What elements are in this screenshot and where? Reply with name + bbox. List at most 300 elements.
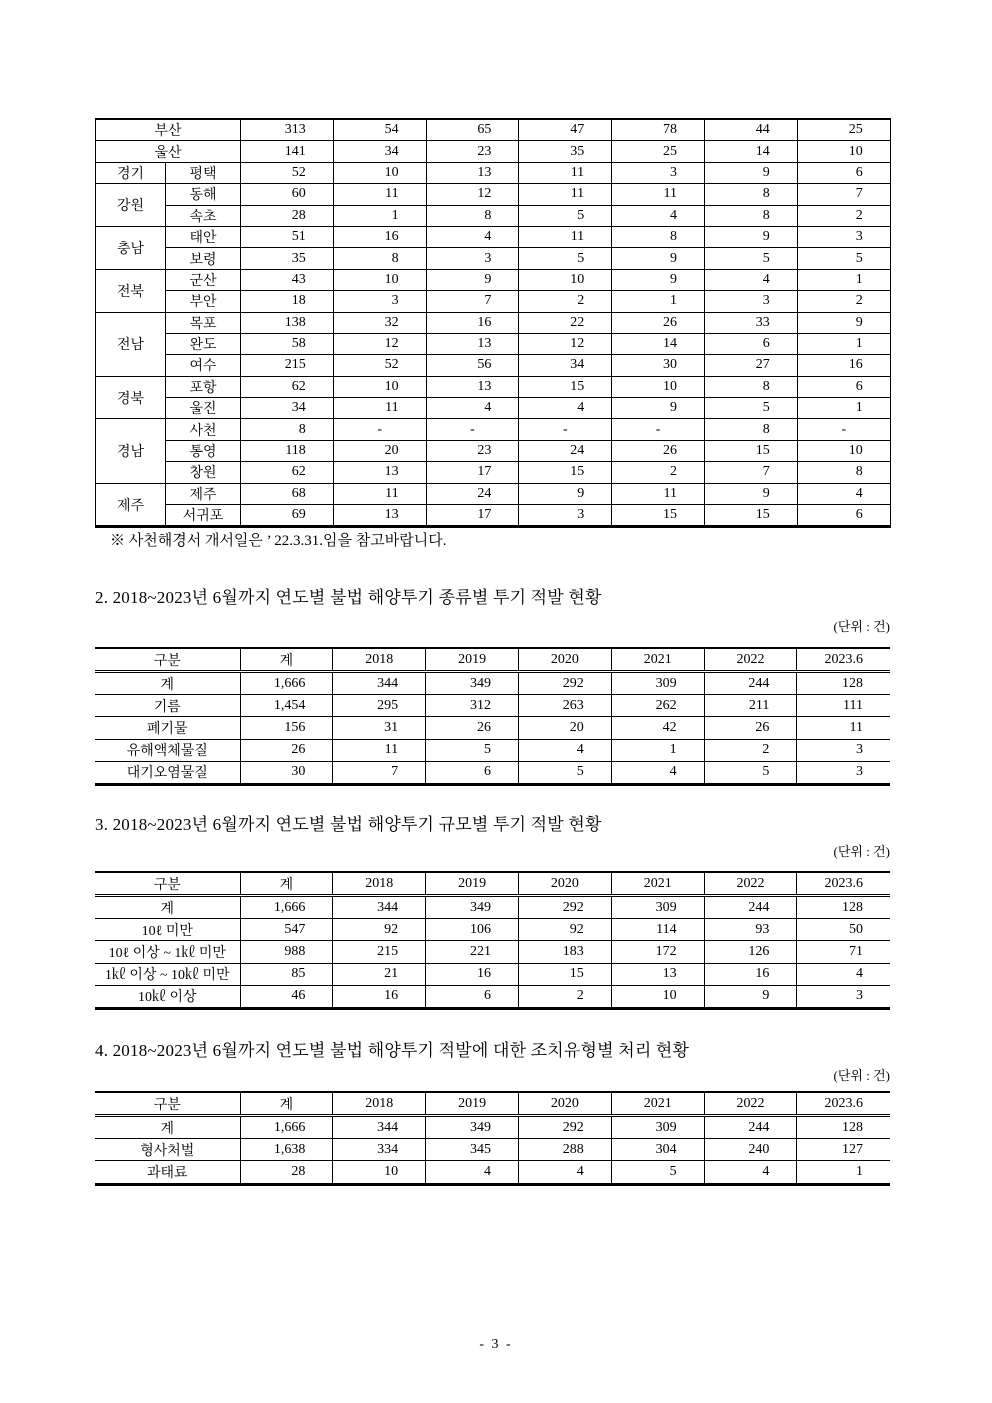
table-cell: 9 xyxy=(797,312,890,333)
province-cell: 부산 xyxy=(96,119,241,141)
table-cell: 313 xyxy=(241,119,334,141)
table-cell: 43 xyxy=(241,269,334,290)
city-cell: 태안 xyxy=(166,226,241,247)
province-cell: 경남 xyxy=(96,419,166,483)
table-row xyxy=(95,919,890,941)
table-cell: 6 xyxy=(797,376,890,397)
table-cell: 10 xyxy=(333,376,426,397)
province-cell: 강원 xyxy=(96,184,166,227)
table-cell: 4 xyxy=(704,269,797,290)
table-cell: 334 xyxy=(333,1139,426,1161)
table-cell: 13 xyxy=(333,462,426,483)
table-row xyxy=(96,398,891,419)
table-cell: 12 xyxy=(519,333,612,354)
city-cell: 통영 xyxy=(166,440,241,461)
table-cell: 13 xyxy=(426,162,519,183)
city-cell: 서귀포 xyxy=(166,505,241,527)
column-header: 2018 xyxy=(333,1092,426,1116)
table-cell: 3 xyxy=(797,761,890,784)
table-cell: 2 xyxy=(797,205,890,226)
table-cell: 215 xyxy=(241,355,334,376)
column-header: 2019 xyxy=(426,648,519,672)
table-cell: - xyxy=(797,419,890,440)
table-cell: 8 xyxy=(333,248,426,269)
section4-title: 4. 2018~2023년 6월까지 연도별 불법 해양투기 적발에 대한 조치유형별 처리 현황 xyxy=(95,1041,690,1060)
row-label: 10㎘ 이상 xyxy=(95,985,240,1008)
table-cell: 309 xyxy=(611,672,704,695)
province-cell: 경기 xyxy=(96,162,166,183)
table-cell: 3 xyxy=(797,739,890,761)
table-cell: 292 xyxy=(518,896,611,919)
row-label: 폐기물 xyxy=(95,717,240,739)
column-header: 2022 xyxy=(704,648,797,672)
table-cell: 44 xyxy=(704,119,797,141)
table-cell: 16 xyxy=(426,963,519,985)
table-cell: 10 xyxy=(797,141,890,162)
table-cell: 3 xyxy=(797,985,890,1008)
table-cell: 24 xyxy=(426,483,519,504)
table-cell: 344 xyxy=(333,672,426,695)
table-cell: 13 xyxy=(611,963,704,985)
table-cell: 2 xyxy=(612,462,705,483)
table-cell: 4 xyxy=(704,1161,797,1184)
province-cell: 충남 xyxy=(96,226,166,269)
table-cell: 92 xyxy=(518,919,611,941)
table-cell: 51 xyxy=(241,226,334,247)
table-row xyxy=(96,462,891,483)
city-cell: 완도 xyxy=(166,333,241,354)
table-cell: 9 xyxy=(612,398,705,419)
column-header: 2021 xyxy=(611,872,704,896)
table-cell: 9 xyxy=(612,269,705,290)
table-cell: 4 xyxy=(519,398,612,419)
row-label: 10ℓ 이상 ~ 1㎘ 미만 xyxy=(95,941,240,963)
table-cell: 24 xyxy=(519,440,612,461)
table-row xyxy=(96,162,891,183)
table-cell: 128 xyxy=(797,672,890,695)
table-cell: 9 xyxy=(704,162,797,183)
table-cell: 78 xyxy=(612,119,705,141)
city-cell: 목포 xyxy=(166,312,241,333)
table-cell: 92 xyxy=(333,919,426,941)
table-cell: 988 xyxy=(240,941,333,963)
column-header: 2020 xyxy=(518,1092,611,1116)
table-cell: 128 xyxy=(797,896,890,919)
table-cell: 127 xyxy=(797,1139,890,1161)
province-cell: 경북 xyxy=(96,376,166,419)
table-cell: - xyxy=(426,419,519,440)
table-cell: 8 xyxy=(426,205,519,226)
table-cell: 10 xyxy=(797,440,890,461)
table-cell: 60 xyxy=(241,184,334,205)
table-cell: 349 xyxy=(426,896,519,919)
table-cell: 11 xyxy=(797,717,890,739)
table-cell: 52 xyxy=(333,355,426,376)
table-cell: 85 xyxy=(240,963,333,985)
table-cell: 5 xyxy=(704,761,797,784)
column-header: 2019 xyxy=(426,1092,519,1116)
table-row xyxy=(96,312,891,333)
table-cell: 11 xyxy=(612,483,705,504)
table-cell: 62 xyxy=(241,376,334,397)
table-cell: 244 xyxy=(704,1116,797,1139)
table-cell: 3 xyxy=(426,248,519,269)
table-cell: 15 xyxy=(704,440,797,461)
table-cell: 26 xyxy=(612,440,705,461)
table-cell: 8 xyxy=(704,205,797,226)
table-cell: 65 xyxy=(426,119,519,141)
table-cell: 11 xyxy=(333,483,426,504)
table-row xyxy=(96,248,891,269)
table-cell: 28 xyxy=(241,205,334,226)
table-cell: 9 xyxy=(519,483,612,504)
table-cell: 71 xyxy=(797,941,890,963)
table-cell: 15 xyxy=(519,462,612,483)
table-cell: 126 xyxy=(704,941,797,963)
table-cell: 34 xyxy=(241,398,334,419)
table-cell: 14 xyxy=(612,333,705,354)
table-cell: 1 xyxy=(612,291,705,312)
table-cell: 5 xyxy=(704,248,797,269)
table-cell: 5 xyxy=(519,205,612,226)
table-cell: 23 xyxy=(426,141,519,162)
table-cell: 240 xyxy=(704,1139,797,1161)
table-row xyxy=(95,963,890,985)
table-cell: 11 xyxy=(519,184,612,205)
table-row xyxy=(96,141,891,162)
table-cell: 10 xyxy=(333,1161,426,1184)
table-cell: 6 xyxy=(797,162,890,183)
table-cell: 111 xyxy=(797,695,890,717)
table-cell: 26 xyxy=(704,717,797,739)
table-cell: 46 xyxy=(240,985,333,1008)
table-cell: 128 xyxy=(797,1116,890,1139)
province-cell: 제주 xyxy=(96,483,166,527)
column-header: 구분 xyxy=(95,1092,240,1116)
table-cell: 11 xyxy=(519,162,612,183)
table-cell: 47 xyxy=(519,119,612,141)
column-header: 2021 xyxy=(611,648,704,672)
table-cell: 4 xyxy=(426,226,519,247)
table-cell: 2 xyxy=(797,291,890,312)
city-cell: 평택 xyxy=(166,162,241,183)
table-cell: 5 xyxy=(797,248,890,269)
table-cell: 30 xyxy=(240,761,333,784)
table-row xyxy=(95,1116,890,1139)
table-cell: 16 xyxy=(797,355,890,376)
table-row xyxy=(95,985,890,1008)
table-cell: 10 xyxy=(612,376,705,397)
table-cell: 118 xyxy=(241,440,334,461)
table-cell: 309 xyxy=(611,896,704,919)
table-cell: 211 xyxy=(704,695,797,717)
table-cell: 8 xyxy=(704,419,797,440)
table-cell: 10 xyxy=(611,985,704,1008)
table-cell: 6 xyxy=(426,761,519,784)
table-header-row xyxy=(95,872,890,896)
table-cell: 5 xyxy=(704,398,797,419)
table-cell: 312 xyxy=(426,695,519,717)
table-cell: 21 xyxy=(333,963,426,985)
row-label: 과태료 xyxy=(95,1161,240,1184)
table-cell: 4 xyxy=(797,483,890,504)
column-header: 구분 xyxy=(95,648,240,672)
table-cell: 292 xyxy=(518,672,611,695)
table-cell: 15 xyxy=(519,376,612,397)
table-row xyxy=(96,355,891,376)
table-cell: 22 xyxy=(519,312,612,333)
table-row xyxy=(96,419,891,440)
column-header: 2022 xyxy=(704,1092,797,1116)
table-cell: 20 xyxy=(333,440,426,461)
table-cell: 13 xyxy=(426,333,519,354)
table-cell: 52 xyxy=(241,162,334,183)
table-cell: 5 xyxy=(519,248,612,269)
table-row xyxy=(95,695,890,717)
table-cell: - xyxy=(333,419,426,440)
table-cell: 34 xyxy=(519,355,612,376)
table-cell: 10 xyxy=(333,269,426,290)
table-cell: 263 xyxy=(518,695,611,717)
table-cell: 4 xyxy=(518,739,611,761)
province-cell: 전남 xyxy=(96,312,166,376)
column-header: 계 xyxy=(240,872,333,896)
table-cell: - xyxy=(519,419,612,440)
table-header-row xyxy=(95,648,890,672)
table-cell: 3 xyxy=(704,291,797,312)
table-cell: 2 xyxy=(519,291,612,312)
table-cell: 13 xyxy=(426,376,519,397)
table-cell: 25 xyxy=(612,141,705,162)
table-row xyxy=(95,941,890,963)
column-header: 계 xyxy=(240,648,333,672)
table-cell: 3 xyxy=(333,291,426,312)
table-cell: 42 xyxy=(611,717,704,739)
table-cell: 34 xyxy=(333,141,426,162)
table-cell: 349 xyxy=(426,1116,519,1139)
table-cell: 1,666 xyxy=(240,672,333,695)
table-row xyxy=(96,184,891,205)
table-cell: 32 xyxy=(333,312,426,333)
table-cell: 93 xyxy=(704,919,797,941)
column-header: 2021 xyxy=(611,1092,704,1116)
table-row xyxy=(95,672,890,695)
table-row xyxy=(96,376,891,397)
table-cell: 26 xyxy=(426,717,519,739)
table-cell: 6 xyxy=(426,985,519,1008)
table-cell: 215 xyxy=(333,941,426,963)
table-cell: 50 xyxy=(797,919,890,941)
table-cell: 15 xyxy=(704,505,797,527)
section4-unit-label: (단위 : 건) xyxy=(833,1068,890,1083)
table-cell: 8 xyxy=(797,462,890,483)
table-cell: 9 xyxy=(704,483,797,504)
table-cell: 1,666 xyxy=(240,896,333,919)
table-cell: 4 xyxy=(426,398,519,419)
row-label: 형사처벌 xyxy=(95,1139,240,1161)
table-cell: 7 xyxy=(704,462,797,483)
table-cell: 9 xyxy=(612,248,705,269)
table-cell: 7 xyxy=(797,184,890,205)
table-cell: 3 xyxy=(519,505,612,527)
table-cell: 15 xyxy=(518,963,611,985)
column-header: 2018 xyxy=(333,648,426,672)
table-cell: 15 xyxy=(612,505,705,527)
city-cell: 군산 xyxy=(166,269,241,290)
row-label: 1㎘ 이상 ~ 10㎘ 미만 xyxy=(95,963,240,985)
table-header-row xyxy=(95,1092,890,1116)
dumping-scale-table xyxy=(95,871,890,1010)
table-cell: 4 xyxy=(797,963,890,985)
table-cell: 8 xyxy=(704,184,797,205)
column-header: 2022 xyxy=(704,872,797,896)
table-cell: 16 xyxy=(333,226,426,247)
table-cell: 1,638 xyxy=(240,1139,333,1161)
table-cell: 69 xyxy=(241,505,334,527)
table-cell: 12 xyxy=(333,333,426,354)
table-cell: 3 xyxy=(797,226,890,247)
table-cell: 5 xyxy=(518,761,611,784)
table-cell: 349 xyxy=(426,672,519,695)
table-cell: - xyxy=(612,419,705,440)
table-cell: 2 xyxy=(704,739,797,761)
table-cell: 11 xyxy=(333,398,426,419)
disposition-table xyxy=(95,1091,890,1186)
province-cell: 전북 xyxy=(96,269,166,312)
table-cell: 11 xyxy=(333,739,426,761)
table-cell: 12 xyxy=(426,184,519,205)
page-number: - 3 - xyxy=(479,1337,513,1352)
dumping-type-table xyxy=(95,647,890,786)
city-cell: 부안 xyxy=(166,291,241,312)
table-cell: 344 xyxy=(333,896,426,919)
table-cell: 345 xyxy=(426,1139,519,1161)
section2-title: 2. 2018~2023년 6월까지 연도별 불법 해양투기 종류별 투기 적발 현황 xyxy=(95,588,602,607)
table-cell: 1,666 xyxy=(240,1116,333,1139)
table-cell: 10 xyxy=(519,269,612,290)
city-cell: 제주 xyxy=(166,483,241,504)
table-cell: 10 xyxy=(333,162,426,183)
footnote: ※ 사천해경서 개서일은 ’ 22.3.31.임을 참고바랍니다. xyxy=(110,533,447,549)
table-row xyxy=(96,483,891,504)
row-label: 계 xyxy=(95,896,240,919)
table-row xyxy=(95,896,890,919)
column-header: 2023.6 xyxy=(797,648,890,672)
table-cell: 35 xyxy=(519,141,612,162)
table-cell: 1 xyxy=(333,205,426,226)
table-cell: 141 xyxy=(241,141,334,162)
table-cell: 304 xyxy=(611,1139,704,1161)
table-cell: 23 xyxy=(426,440,519,461)
table-cell: 7 xyxy=(333,761,426,784)
table-cell: 547 xyxy=(240,919,333,941)
table-cell: 9 xyxy=(704,985,797,1008)
table-cell: 292 xyxy=(518,1116,611,1139)
table-cell: 1 xyxy=(611,739,704,761)
table-cell: 68 xyxy=(241,483,334,504)
table-cell: 221 xyxy=(426,941,519,963)
table-cell: 7 xyxy=(426,291,519,312)
table-row xyxy=(95,761,890,784)
table-row xyxy=(95,739,890,761)
table-cell: 8 xyxy=(612,226,705,247)
table-cell: 4 xyxy=(426,1161,519,1184)
table-cell: 4 xyxy=(611,761,704,784)
table-cell: 288 xyxy=(518,1139,611,1161)
table-cell: 54 xyxy=(333,119,426,141)
table-cell: 156 xyxy=(240,717,333,739)
table-cell: 11 xyxy=(612,184,705,205)
table-cell: 33 xyxy=(704,312,797,333)
table-cell: 1 xyxy=(797,269,890,290)
table-cell: 1 xyxy=(797,398,890,419)
table-row xyxy=(96,205,891,226)
table-cell: 13 xyxy=(333,505,426,527)
table-cell: 183 xyxy=(518,941,611,963)
city-cell: 창원 xyxy=(166,462,241,483)
column-header: 2018 xyxy=(333,872,426,896)
table-cell: 1 xyxy=(797,333,890,354)
city-cell: 울진 xyxy=(166,398,241,419)
table-cell: 28 xyxy=(240,1161,333,1184)
table-row xyxy=(96,440,891,461)
row-label: 10ℓ 미만 xyxy=(95,919,240,941)
table-cell: 16 xyxy=(426,312,519,333)
table-cell: 172 xyxy=(611,941,704,963)
column-header: 2020 xyxy=(518,872,611,896)
table-cell: 138 xyxy=(241,312,334,333)
table-cell: 26 xyxy=(612,312,705,333)
city-cell: 여수 xyxy=(166,355,241,376)
table-cell: 262 xyxy=(611,695,704,717)
table-cell: 16 xyxy=(704,963,797,985)
table-cell: 1,454 xyxy=(240,695,333,717)
section3-unit-label: (단위 : 건) xyxy=(833,844,890,859)
table-row xyxy=(95,1139,890,1161)
table-cell: 8 xyxy=(241,419,334,440)
table-cell: 295 xyxy=(333,695,426,717)
table-row xyxy=(96,269,891,290)
table-cell: 5 xyxy=(611,1161,704,1184)
table-row xyxy=(95,717,890,739)
table-row xyxy=(96,291,891,312)
table-cell: 9 xyxy=(426,269,519,290)
table-cell: 31 xyxy=(333,717,426,739)
table-row xyxy=(95,1161,890,1184)
table-cell: 30 xyxy=(612,355,705,376)
city-cell: 속초 xyxy=(166,205,241,226)
table-cell: 58 xyxy=(241,333,334,354)
table-cell: 26 xyxy=(240,739,333,761)
table-cell: 1 xyxy=(797,1161,890,1184)
table-cell: 106 xyxy=(426,919,519,941)
row-label: 계 xyxy=(95,672,240,695)
table-row xyxy=(96,505,891,527)
city-cell: 동해 xyxy=(166,184,241,205)
row-label: 유해액체물질 xyxy=(95,739,240,761)
region-table xyxy=(95,118,891,528)
table-row xyxy=(96,226,891,247)
row-label: 기름 xyxy=(95,695,240,717)
table-cell: 3 xyxy=(612,162,705,183)
column-header: 2023.6 xyxy=(797,872,890,896)
city-cell: 포항 xyxy=(166,376,241,397)
table-row xyxy=(96,119,891,141)
table-cell: 244 xyxy=(704,896,797,919)
table-cell: 4 xyxy=(518,1161,611,1184)
table-cell: 14 xyxy=(704,141,797,162)
column-header: 계 xyxy=(240,1092,333,1116)
